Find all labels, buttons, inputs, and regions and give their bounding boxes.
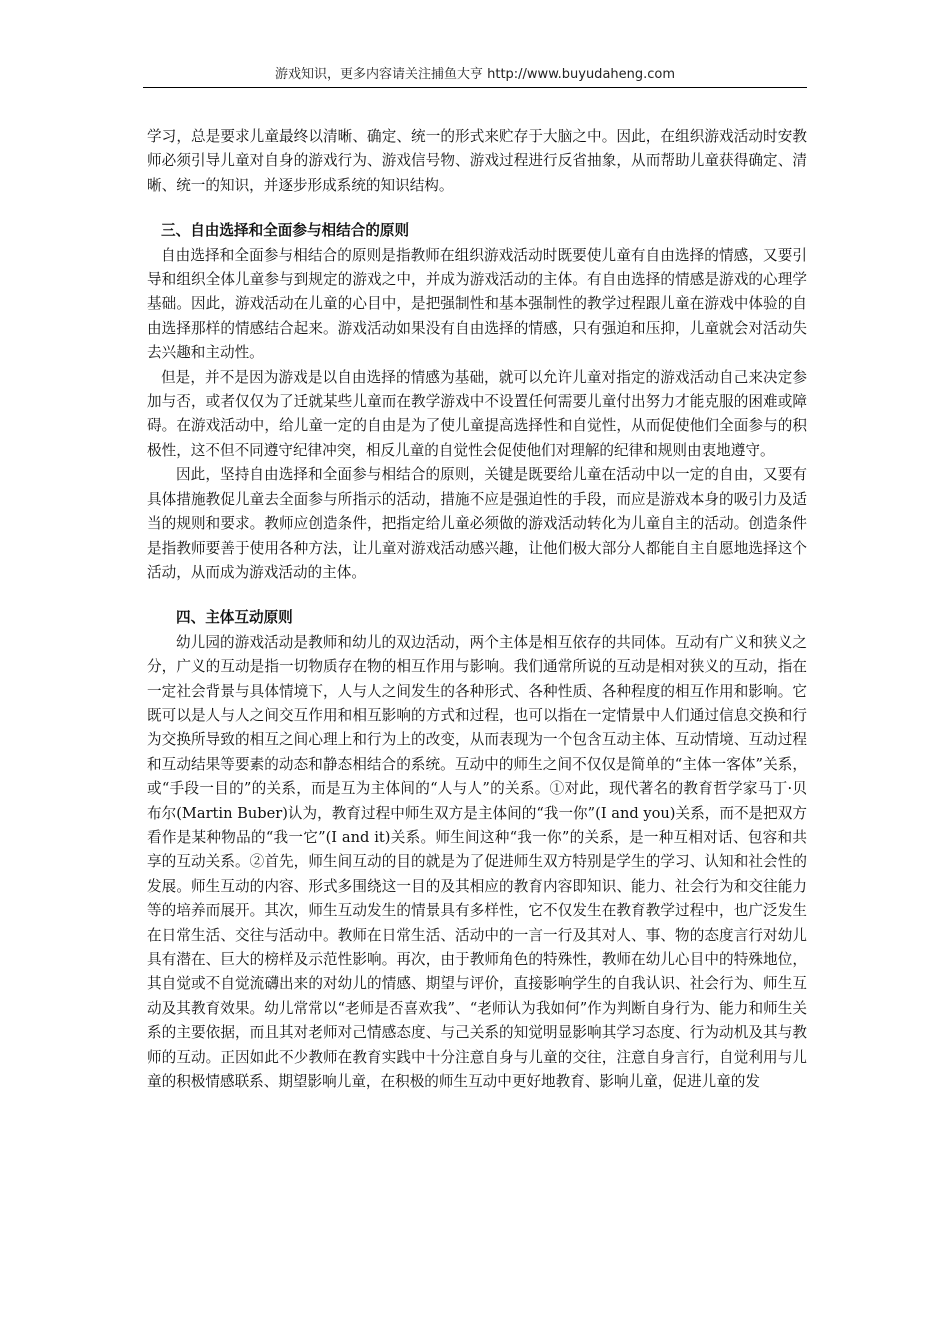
section-heading-3: 三、自由选择和全面参与相结合的原则: [161, 222, 410, 240]
paragraph-3-1: 自由选择和全面参与相结合的原则是指教师在组织游戏活动时既要使儿童有自由选择的情感，又要引导和组织全体儿童参与到规定的游戏之中，并成为游戏活动的主体。有自由选择的情感是游戏的心理学基础。因此，游戏活动在儿童的心目中，是把强制性和基本强制性的教学过程跟儿童在游戏中体验的自由选择那样的情感结合起来。游戏活动如果没有自由选择的情感，只有强迫和压抑，儿童就会对活动失去兴趣和主动性。: [147, 246, 807, 362]
paragraph-intro: 学习，总是要求儿童最终以清晰、确定、统一的形式来贮存于大脑之中。因此，在组织游戏活动时安教师必须引导儿童对自身的游戏行为、游戏信号物、游戏过程进行反省抽象，从而帮助儿童获得确定、清晰、统一的知识，并逐步形成系统的知识结构。: [147, 128, 807, 194]
page-header: 游戏知识，更多内容请关注捕鱼大亨 http://www.buyudaheng.com: [274, 67, 676, 82]
paragraph-4-1: 幼儿园的游戏活动是教师和幼儿的双边活动，两个主体是相互依存的共同体。互动有广义和狭义之分，广义的互动是指一切物质存在物的相互作用与影响。我们通常所说的互动是相对狭义的互动，指在一定社会背景与具体情境下，人与人之间发生的各种形式、各种性质、各种程度的相互作用和影响。它既可以是人与人之间交互作用和相互影响的方式和过程，也可以指在一定情景中人们通过信息交换和行为交换所导致的相互之间心理上和行为上的改变，从而表现为一个包含互动主体、互动情境、互动过程和互动结果等要素的动态和静态相结合的系统。互动中的师生之间不仅仅是简单的“主体一客体”关系，或“手段一目的”的关系，而是互为主体间的“人与人”的关系。①对此，现代著名的教育哲学家马丁·贝布尔(Martin Buber)认为，教育过程中师生双方是主体间的“我一你”(I and you)关系，而不是把双方看作是某种物品的“我一它”(I and it)关系。师生间这种“我一你”的关系，是一种互相对话、包容和共享的互动关系。②首先，师生间互动的目的就是为了促进师生双方特别是学生的学习、认知和社会性的发展。师生互动的内容、形式多围绕这一目的及其相应的教育内容即知识、能力、社会行为和交往能力等的培养而展开。其次，师生互动发生的情景具有多样性，它不仅发生在教育教学过程中，也广泛发生在日常生活、交往与活动中。教师在日常生活、活动中的一言一行及其对人、事、物的态度言行对幼儿具有潜在、巨大的榜样及示范性影响。再次，由于教师角色的特殊性，教师在幼儿心目中的特殊地位，其自觉或不自觉流礴出来的对幼儿的情感、期望与评价，直接影响学生的自我认识、社会行为、师生互动及其教育效果。幼儿常常以“老师是否喜欢我”、“老师认为我如何”作为判断自身行为、能力和师生关系的主要依据，而且其对老师对己情感态度、与己关系的知觉明显影响其学习态度、行为动机及其与教师的互动。正因如此不少教师在教育实践中十分注意自身与儿童的交往，注意自身言行，自觉利用与儿童的积极情感联系、期望影响儿童，在积极的师生互动中更好地教育、影响儿童，促进儿童的发: [147, 633, 807, 1091]
paragraph-3-3: 因此，坚持自由选择和全面参与相结合的原则，关键是既要给儿童在活动中以一定的自由，又要有具体措施教促儿童去全面参与所指示的活动，措施不应是强迫性的手段，而应是游戏本身的吸引力及适当的规则和要求。教师应创造条件，把指定给儿童必须做的游戏活动转化为儿童自主的活动。创造条件是指教师要善于使用各种方法，让儿童对游戏活动感兴趣，让他们极大部分人都能自主自愿地选择这个活动，从而成为游戏活动的主体。: [147, 466, 807, 581]
paragraph-3-2: 但是，并不是因为游戏是以自由选择的情感为基础，就可以允许儿童对指定的游戏活动自己来决定参加与否，或者仅仅为了迁就某些儿童而在教学游戏中不设置任何需要儿童付出努力才能克服的困难或障碍。在游戏活动中，给儿童一定的自由是为了使儿童提高选择性和自觉性，从而促使他们全面参与的积极性，这不但不同遵守纪律冲突，相反儿童的自觉性会促使他们对理解的纪律和规则由衷地遵守。: [147, 368, 807, 459]
section-spacer: [147, 585, 807, 606]
document-body: [147, 125, 807, 1094]
section-spacer: [147, 198, 807, 219]
section-heading-4: 四、主体互动原则: [176, 609, 293, 627]
header-divider: [143, 87, 807, 88]
